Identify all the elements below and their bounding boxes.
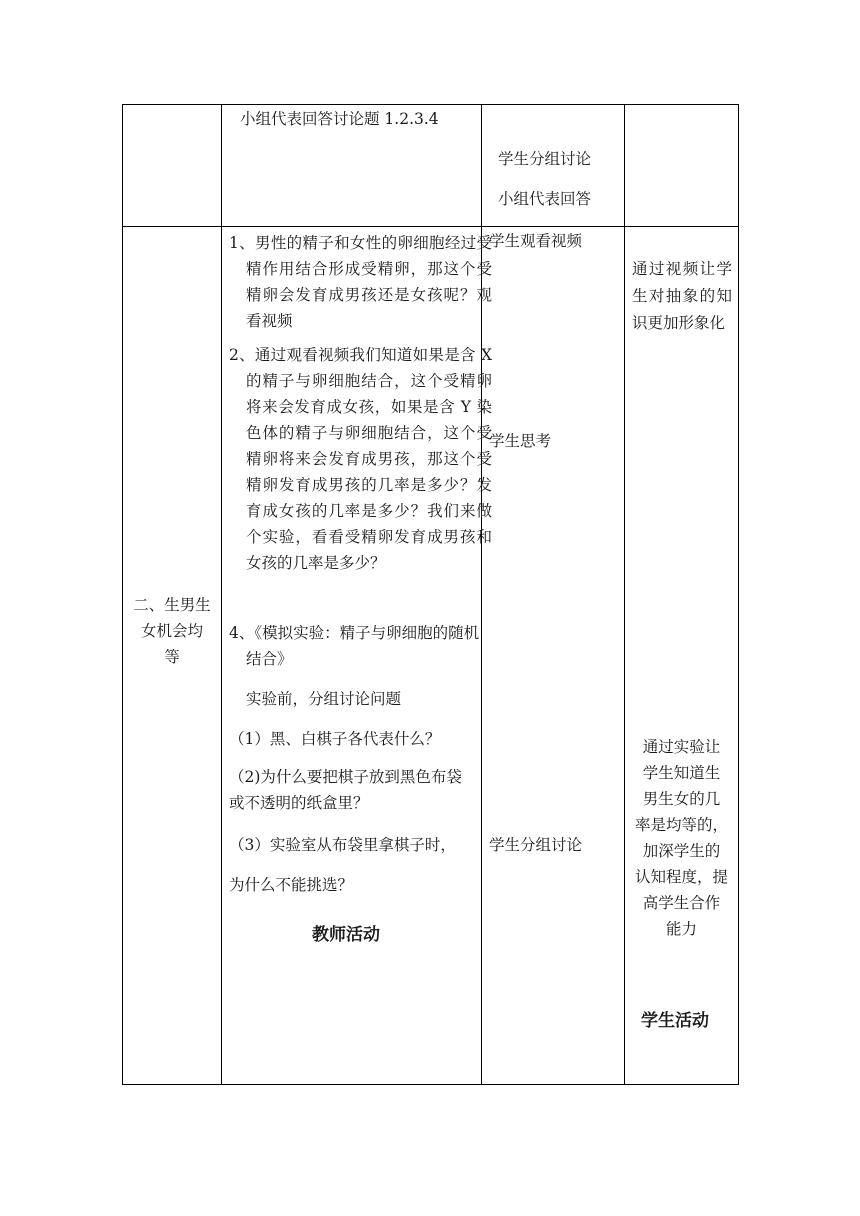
question-3-line1: （3）实验室从布袋里拿棋子时， bbox=[229, 836, 456, 854]
row1-col3-line2: 小组代表回答 bbox=[498, 190, 592, 208]
table-row-divider bbox=[122, 226, 739, 227]
section-title-line1: 二、生男生 bbox=[133, 596, 211, 614]
design-note-2-line: 能力 bbox=[665, 920, 697, 938]
teacher-activity-label: 教师活动 bbox=[312, 925, 380, 945]
teacher-item-2: 2、通过观看视频我们知道如果是含 X 的精子与卵细胞结合，这个受精卵将来会发育成女孩，如果是含 Y 染色体的精子与卵细胞结合，这个受精卵将来会发育成男孩，那这个受精卵发育成男孩的几率是多少？发育成女孩的几率是多少？我们来做个实验，看看受精卵发育成男孩和女孩的几率是多少？ bbox=[229, 346, 492, 572]
table-col-divider-1 bbox=[221, 104, 222, 1085]
pre-experiment-note: 实验前，分组讨论问题 bbox=[246, 690, 402, 708]
question-2: （2)为什么要把棋子放到黑色布袋或不透明的纸盒里？ bbox=[229, 768, 462, 812]
design-note-2 bbox=[625, 734, 738, 942]
design-note-1: 通过视频让学生对抽象的知识更加形象化 bbox=[632, 260, 732, 332]
table-border-bottom bbox=[122, 1084, 739, 1085]
table-border-top bbox=[122, 104, 739, 105]
question-3-line2: 为什么不能挑选？ bbox=[229, 876, 354, 894]
design-note-2-line: 学生知道生 bbox=[642, 764, 721, 782]
section-title bbox=[123, 592, 221, 670]
student-activity-1: 学生观看视频 bbox=[489, 232, 583, 250]
design-note-2-line: 通过实验让 bbox=[642, 738, 721, 756]
section-title-line2: 女机会均 bbox=[140, 622, 203, 640]
table-border-right bbox=[738, 104, 739, 1085]
teacher-item-1: 1、男性的精子和女性的卵细胞经过受精作用结合形成受精卵，那这个受精卵会发育成男孩还是女孩呢？观看视频 bbox=[229, 234, 492, 330]
design-note-2-line: 率是均等的， bbox=[634, 816, 728, 834]
teacher-item-4: 4、《模拟实验：精子与卵细胞的随机结合》 bbox=[229, 624, 480, 668]
question-1: （1）黑、白棋子各代表什么？ bbox=[229, 730, 441, 748]
design-note-2-line: 男生女的几 bbox=[642, 790, 721, 808]
row1-col2-text: 小组代表回答讨论题 1.2.3.4 bbox=[240, 110, 439, 128]
section-title-line3: 等 bbox=[164, 648, 180, 666]
student-activity-2: 学生思考 bbox=[489, 432, 552, 450]
student-activity-label: 学生活动 bbox=[641, 1011, 709, 1031]
student-activity-3: 学生分组讨论 bbox=[489, 836, 583, 854]
row1-col3-line1: 学生分组讨论 bbox=[498, 150, 592, 168]
design-note-2-line: 高学生合作 bbox=[642, 894, 721, 912]
design-note-2-line: 认知程度，提 bbox=[634, 868, 728, 886]
design-note-2-line: 加深学生的 bbox=[642, 842, 721, 860]
